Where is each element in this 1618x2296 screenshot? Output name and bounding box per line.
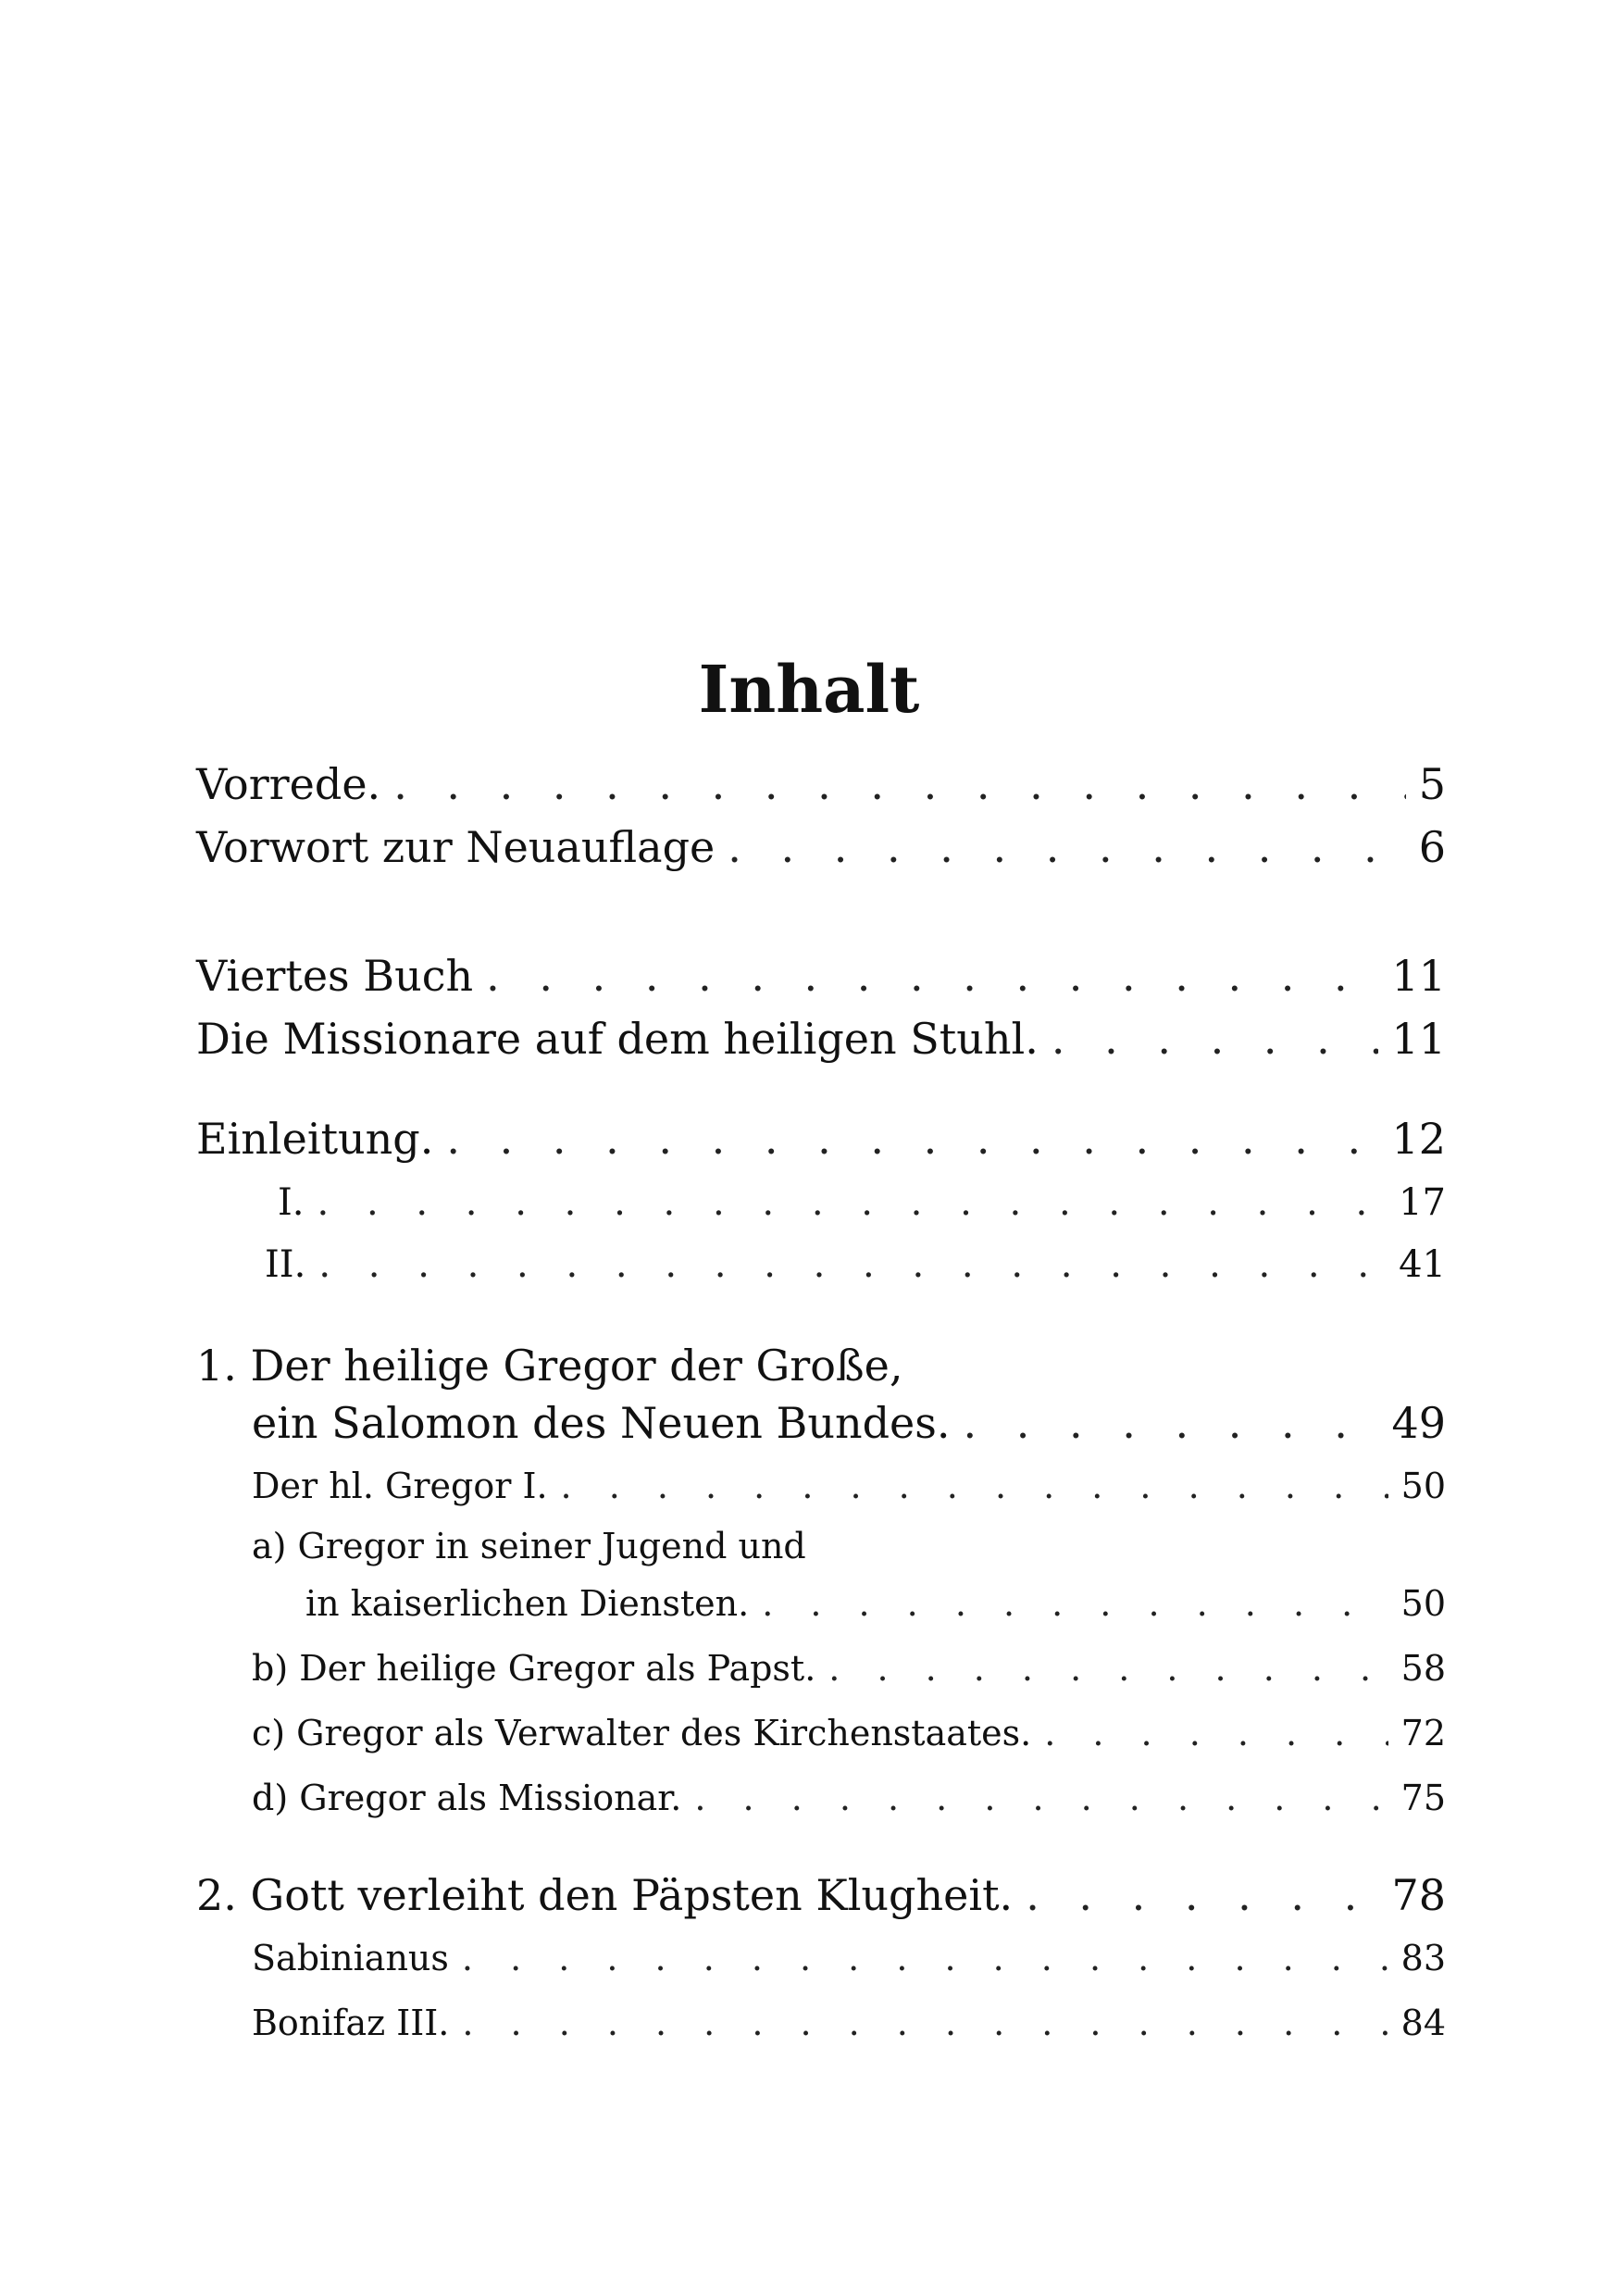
dot-leader bbox=[561, 1466, 1388, 1508]
toc-entry-page: 75 bbox=[1400, 1778, 1446, 1818]
dot-leader bbox=[462, 1938, 1388, 1980]
toc-entry-label: Sabinianus bbox=[252, 1938, 449, 1978]
toc-entry-page: 58 bbox=[1400, 1648, 1446, 1689]
toc-entry-label: 2. Gott verleiht den Päpsten Klugheit. bbox=[196, 1870, 1014, 1920]
toc-entry-label: Einleitung. bbox=[196, 1114, 434, 1164]
dot-leader bbox=[694, 1778, 1388, 1820]
dot-leader bbox=[318, 1242, 1386, 1287]
toc-entry-label: b) Der heilige Gregor als Papst. bbox=[252, 1648, 816, 1689]
toc-entry-page: 50 bbox=[1400, 1466, 1446, 1506]
dot-leader bbox=[1026, 1870, 1378, 1921]
dot-leader bbox=[446, 1114, 1378, 1165]
toc-entry-label: I. bbox=[278, 1181, 305, 1224]
toc-entry-gregor-line1: 1. Der heilige Gregor der Große, bbox=[196, 1341, 903, 1391]
toc-entry-bonifaz[interactable] bbox=[196, 2003, 1446, 2045]
toc-entry-label: c) Gregor als Verwalter des Kirchenstaates. bbox=[252, 1713, 1032, 1753]
toc-entry-jugend-line1: a) Gregor in seiner Jugend und bbox=[252, 1526, 806, 1566]
dot-leader bbox=[486, 951, 1378, 1002]
toc-entry-label: Die Missionare auf dem heiligen Stuhl. bbox=[196, 1014, 1039, 1064]
toc-entry-label: d) Gregor als Missionar. bbox=[252, 1778, 682, 1818]
toc-entry-page: 6 bbox=[1418, 822, 1446, 872]
page-title: Inhalt bbox=[698, 651, 920, 728]
toc-entry-sabinianus[interactable] bbox=[196, 1938, 1446, 1980]
toc-entry-label: Der hl. Gregor I. bbox=[252, 1466, 548, 1506]
toc-entry-missionare[interactable] bbox=[196, 1014, 1446, 1065]
toc-entry-page: 84 bbox=[1400, 2003, 1446, 2043]
toc-entry-part-1[interactable] bbox=[196, 1180, 1446, 1225]
dot-leader bbox=[762, 1583, 1388, 1626]
toc-entry-page: 72 bbox=[1400, 1713, 1446, 1753]
toc-entry-viertes-buch[interactable] bbox=[196, 951, 1446, 1002]
toc-entry-jugend[interactable] bbox=[196, 1583, 1446, 1626]
dot-leader bbox=[317, 1180, 1387, 1225]
toc-entry-label: ein Salomon des Neuen Bundes. bbox=[252, 1398, 951, 1448]
toc-entry-label: Viertes Buch bbox=[196, 951, 474, 1001]
toc-entry-papst[interactable] bbox=[196, 1648, 1446, 1691]
toc-entry-label: Vorrede. bbox=[196, 759, 381, 809]
dot-leader bbox=[828, 1648, 1388, 1691]
toc-entry-kirchenstaat[interactable] bbox=[196, 1713, 1446, 1755]
toc-entry-page: 49 bbox=[1391, 1398, 1446, 1448]
toc-entry-label: Bonifaz III. bbox=[252, 2003, 450, 2043]
toc-entry-page: 11 bbox=[1391, 1014, 1446, 1064]
toc-entry-page: 41 bbox=[1399, 1243, 1446, 1286]
toc-entry-page: 5 bbox=[1418, 759, 1446, 809]
toc-entry-label: in kaiserlichen Diensten. bbox=[305, 1583, 750, 1624]
toc-entry-page: 17 bbox=[1399, 1181, 1446, 1224]
toc-entry-label: Vorwort zur Neuauflage bbox=[196, 822, 716, 872]
dot-leader bbox=[462, 2003, 1388, 2045]
toc-entry-page: 50 bbox=[1400, 1583, 1446, 1624]
dot-leader bbox=[1044, 1713, 1388, 1755]
toc-entry-page: 83 bbox=[1400, 1938, 1446, 1978]
dot-leader bbox=[964, 1398, 1379, 1449]
toc-entry-page: 12 bbox=[1391, 1114, 1446, 1164]
toc-entry-gregor-i[interactable] bbox=[196, 1466, 1446, 1508]
toc-entry-gregor[interactable] bbox=[196, 1398, 1446, 1449]
toc-entry-page: 11 bbox=[1391, 951, 1446, 1001]
toc-entry-page: 78 bbox=[1391, 1870, 1446, 1920]
dot-leader bbox=[393, 759, 1406, 810]
toc-entry-missionar[interactable] bbox=[196, 1778, 1446, 1820]
dot-leader bbox=[1052, 1014, 1379, 1065]
toc-entry-part-2[interactable] bbox=[196, 1242, 1446, 1287]
toc-entry-einleitung[interactable] bbox=[196, 1114, 1446, 1165]
toc-entry-vorrede[interactable] bbox=[196, 759, 1446, 810]
toc-entry-klugheit[interactable] bbox=[196, 1870, 1446, 1921]
dot-leader bbox=[728, 822, 1405, 873]
toc-entry-label: II. bbox=[265, 1243, 306, 1286]
toc-entry-vorwort[interactable] bbox=[196, 822, 1446, 873]
